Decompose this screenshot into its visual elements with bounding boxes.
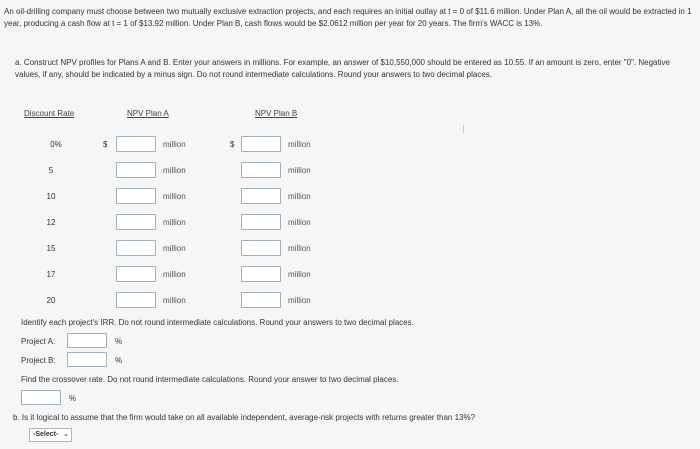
problem-intro: An oil-drilling company must choose between two mutually exclusive extraction projects, and each requires an initial outlay at t = 0 of $11.6 million. Under Plan A, all the oil would be extracted in 1 year, producing a cash flow at t = 1 of $13.92 million. Under Plan B, cash flows would be $2.0612 million per year for 20 years. The firm's WACC is 13%.	[4, 7, 692, 28]
npv-b-input-rate-12[interactable]	[241, 214, 281, 230]
part-a-instructions: a. Construct NPV profiles for Plans A and B. Enter your answers in millions. For example, an answer of $10,550,000 should be entered as 10.55. If an amount is zero, enter "0". Negative values, if any, should be indicated by a minus sign. Do not round intermediate calculations. Round your answers to two decimal places.	[15, 58, 670, 79]
npv-b-input-rate-0[interactable]	[241, 136, 281, 152]
unit-label: million	[288, 192, 311, 201]
npv-a-input-rate-15[interactable]	[116, 240, 156, 256]
unit-label: million	[288, 296, 311, 305]
chevron-down-icon: ⌄	[63, 431, 69, 438]
percent-sign: %	[69, 394, 77, 403]
unit-label: million	[163, 244, 186, 253]
npv-a-input-rate-10[interactable]	[116, 188, 156, 204]
unit-label: million	[163, 270, 186, 279]
npv-a-input-rate-12[interactable]	[116, 214, 156, 230]
npv-b-input-rate-20[interactable]	[241, 292, 281, 308]
dollar-sign: $	[103, 140, 108, 149]
part-b-question: b. Is it logical to assume that the firm would take on all available independent, average-risk projects with returns greater than 13%?	[13, 413, 476, 422]
text-cursor	[463, 125, 464, 133]
unit-label: million	[288, 218, 311, 227]
npv-b-input-rate-10[interactable]	[241, 188, 281, 204]
header-discount-rate: Discount Rate	[24, 109, 75, 118]
rate-label: 5	[48, 166, 54, 175]
crossover-instructions: Find the crossover rate. Do not round intermediate calculations. Round your answer to two decimal places.	[21, 375, 399, 384]
unit-label: million	[163, 166, 186, 175]
irr-instructions: Identify each project's IRR. Do not round intermediate calculations. Round your answers to two decimal places.	[21, 318, 414, 327]
project-a-irr-input[interactable]	[67, 333, 107, 348]
npv-b-input-rate-17[interactable]	[241, 266, 281, 282]
dollar-sign: $	[230, 140, 235, 149]
percent-sign: %	[115, 337, 123, 346]
npv-a-input-rate-17[interactable]	[116, 266, 156, 282]
unit-label: million	[288, 166, 311, 175]
npv-b-input-rate-15[interactable]	[241, 240, 281, 256]
project-a-label: Project A:	[21, 337, 56, 346]
unit-label: million	[163, 192, 186, 201]
project-b-label: Project B:	[21, 356, 56, 365]
select-value: -Select-	[33, 431, 59, 438]
header-npv-plan-a: NPV Plan A	[127, 109, 169, 118]
crossover-rate-input[interactable]	[21, 390, 61, 405]
unit-label: million	[288, 270, 311, 279]
npv-b-input-rate-5[interactable]	[241, 162, 281, 178]
rate-label: 0%	[50, 140, 62, 149]
unit-label: million	[163, 296, 186, 305]
percent-sign: %	[115, 356, 123, 365]
rate-label: 15	[46, 244, 56, 253]
part-b-select[interactable]	[29, 428, 72, 442]
project-b-irr-input[interactable]	[67, 352, 107, 367]
npv-a-input-rate-20[interactable]	[116, 292, 156, 308]
rate-label: 12	[46, 218, 56, 227]
unit-label: million	[163, 218, 186, 227]
unit-label: million	[288, 140, 311, 149]
npv-a-input-rate-5[interactable]	[116, 162, 156, 178]
unit-label: million	[163, 140, 186, 149]
rate-label: 10	[46, 192, 56, 201]
rate-label: 20	[46, 296, 56, 305]
npv-a-input-rate-0[interactable]	[116, 136, 156, 152]
rate-label: 17	[46, 270, 56, 279]
unit-label: million	[288, 244, 311, 253]
header-npv-plan-b: NPV Plan B	[255, 109, 298, 118]
